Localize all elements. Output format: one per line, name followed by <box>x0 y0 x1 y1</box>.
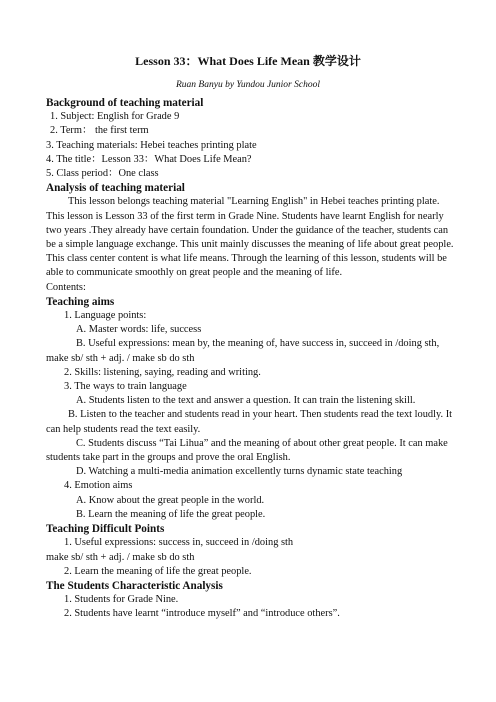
students-item: 1. Students for Grade Nine. <box>64 594 179 606</box>
students-item: 2. Students have learnt “introduce myself” and “introduce others”. <box>64 608 340 620</box>
aims-item: 4. Emotion aims <box>64 480 133 492</box>
aims-item: 3. The ways to train language <box>64 381 187 393</box>
background-item: 1. Subject: English for Grade 9 <box>50 111 180 123</box>
aims-item: 2. Skills: listening, saying, reading and writing. <box>64 366 261 378</box>
aims-subitem: B. Useful expressions: mean by, the meaning of, have success in, succeed in /doing sth, make sb/ sth + adj. / make sb do sth <box>46 338 440 364</box>
contents-label: Contents: <box>46 281 86 293</box>
background-item: 5. Class period：One class <box>46 168 159 180</box>
background-item: 3. Teaching materials: Hebei teaches printing plate <box>46 139 257 151</box>
difficult-item: 1. Useful expressions: success in, succeed in /doing sth <box>64 537 294 549</box>
difficult-item-cont: make sb/ sth + adj. / make sb do sth <box>46 551 195 563</box>
section-heading-students: The Students Characteristic Analysis <box>46 579 223 592</box>
aims-subitem: D. Watching a multi-media animation excellently turns dynamic state teaching <box>76 466 403 478</box>
section-heading-aims: Teaching aims <box>46 295 115 308</box>
analysis-paragraph: This lesson belongs teaching material "Learning English" in Hebei teaches printing plate. This lesson is Lesson 33 of the first term in Grade Nine. Students have learnt English for nearly two years .They already have certain foundation. Under the guidance of the teacher, students can be a simple language exchange. This unit mainly discusses the meaning of life about great people. This class center content is what life means. Through the learning of this lesson, students will be able to communicate smoothly on great people and the meaning of life. <box>46 196 454 279</box>
aims-subitem: A. Know about the great people in the world. <box>76 494 265 506</box>
section-heading-analysis: Analysis of teaching material <box>46 182 185 195</box>
page-title: Lesson 33：What Does Life Mean 教学设计 <box>135 54 361 68</box>
section-heading-difficult: Teaching Difficult Points <box>46 523 165 536</box>
section-heading-background: Background of teaching material <box>46 97 204 109</box>
author-line: Ruan Banyu by Yundou Junior School <box>176 80 320 90</box>
document-body <box>46 96 458 622</box>
aims-item: 1. Language points: <box>64 310 147 322</box>
aims-subitem: A. Master words: life, success <box>76 324 202 336</box>
difficult-item: 2. Learn the meaning of life the great people. <box>64 565 252 577</box>
background-item: 4. The title：Lesson 33：What Does Life Mean? <box>46 153 252 165</box>
aims-subitem: B. Listen to the teacher and students read in your heart. Then students read the text loudly. It can help students read the text easily. <box>46 409 453 435</box>
aims-subitem: A. Students listen to the text and answer a question. It can train the listening skill. <box>76 395 416 407</box>
background-item: 2. Term： the first term <box>50 125 149 137</box>
aims-subitem: B. Learn the meaning of life the great people. <box>76 508 266 520</box>
aims-subitem: C. Students discuss “Tai Lihua” and the meaning of about other great people. It can make students take part in the groups and prove the oral English. <box>46 437 448 464</box>
